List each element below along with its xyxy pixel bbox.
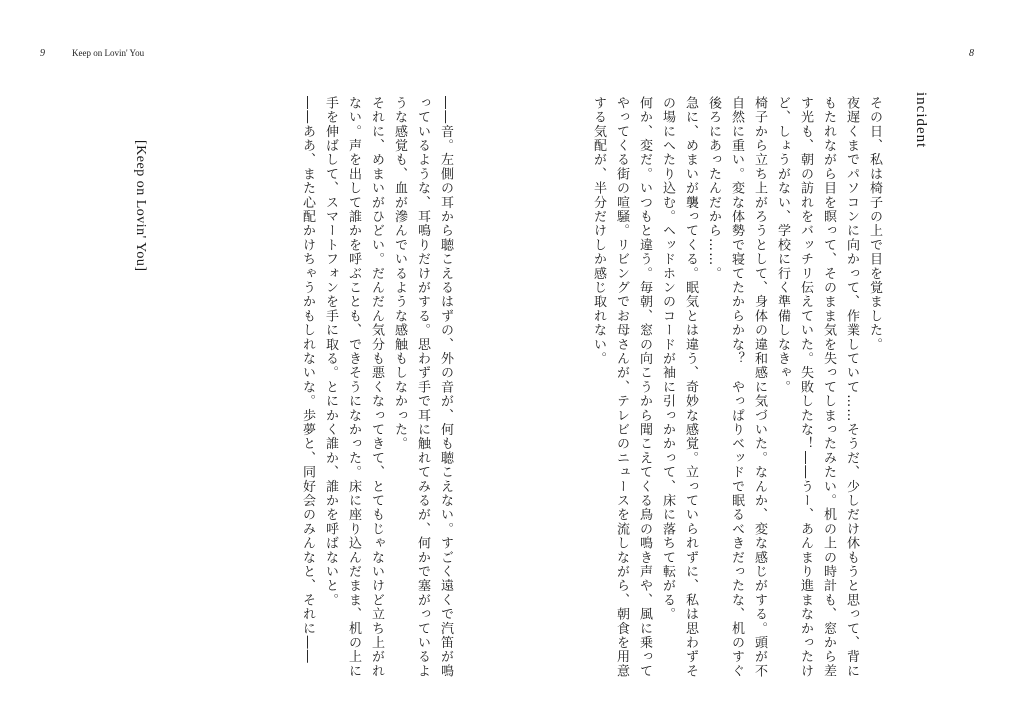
right-page-body xyxy=(587,96,886,681)
paragraph: その日、私は椅子の上で目を覚ました。 xyxy=(867,96,882,352)
paragraph: ――ああ、また心配かけちゃうかもしれないな。歩夢と、同好会のみんなと、それに―― xyxy=(300,96,315,664)
paragraph: 何か、変だ。いつもと違う。毎朝、窓の向こうから聞こえてくる鳥の鳴き声や、風に乗ってやってくる街の喧騒。リビングでお母さんが、テレビのニュースを流しながら、朝食を用意する気配が、半分だけしか感じ取れない。 xyxy=(591,96,652,679)
running-head: Keep on Lovin' You xyxy=(72,48,145,58)
left-page-body xyxy=(296,96,457,681)
section-title: [Keep on Lovin' You] xyxy=(133,140,148,272)
paragraph: 夜遅くまでパソコンに向かって、作業していて……そうだ、少しだけ休もうと思って、背にもたれながら目を瞑って、そのまま気を失ってしまったみたい。机の上の時計も、窓から差す光も、朝の訪れをバッチリ伝えていた。失敗したな！――うー、あんまり進まなかったけど、しょうがない、学校に行く準備しなきゃ。 xyxy=(775,96,859,679)
paragraph: 椅子から立ち上がろうとして、身体の違和感に気づいた。なんか、変な感じがする。頭が不自然に重い。変な体勢で寝てたからかな？ やっぱりベッドで眠るべきだったな、机のすぐ後ろにあったんだから……。 xyxy=(706,96,767,679)
page-number-left: 9 xyxy=(40,48,45,59)
right-page xyxy=(512,0,1024,722)
paragraph: ――音。左側の耳から聴こえるはずの、外の音が、何も聴こえない。すごく遠くで汽笛が鳴っているような、耳鳴りだけがする。思わず手で耳に触れてみるが、何かで塞がっているような感覚も、血が滲んでいるような感触もしなかった。 xyxy=(392,96,453,679)
paragraph: それに、めまいがひどい。だんだん気分も悪くなってきて、とてもじゃないけど立ち上がれない。声を出して誰かを呼ぶことも、できそうになかった。床に座り込んだまま、机の上に手を伸ばして、スマートフォンを手に取る。とにかく誰か、誰かを呼ばないと。 xyxy=(323,96,384,679)
page-number-right: 8 xyxy=(969,48,974,59)
chapter-label: incident xyxy=(913,92,929,149)
paragraph: 急に、めまいが襲ってくる。眠気とは違う、奇妙な感覚。立っていられずに、私は思わずその場にへたり込む。ヘッドホンのコードが袖に引っかかって、床に落ちて転がる。 xyxy=(660,96,698,679)
